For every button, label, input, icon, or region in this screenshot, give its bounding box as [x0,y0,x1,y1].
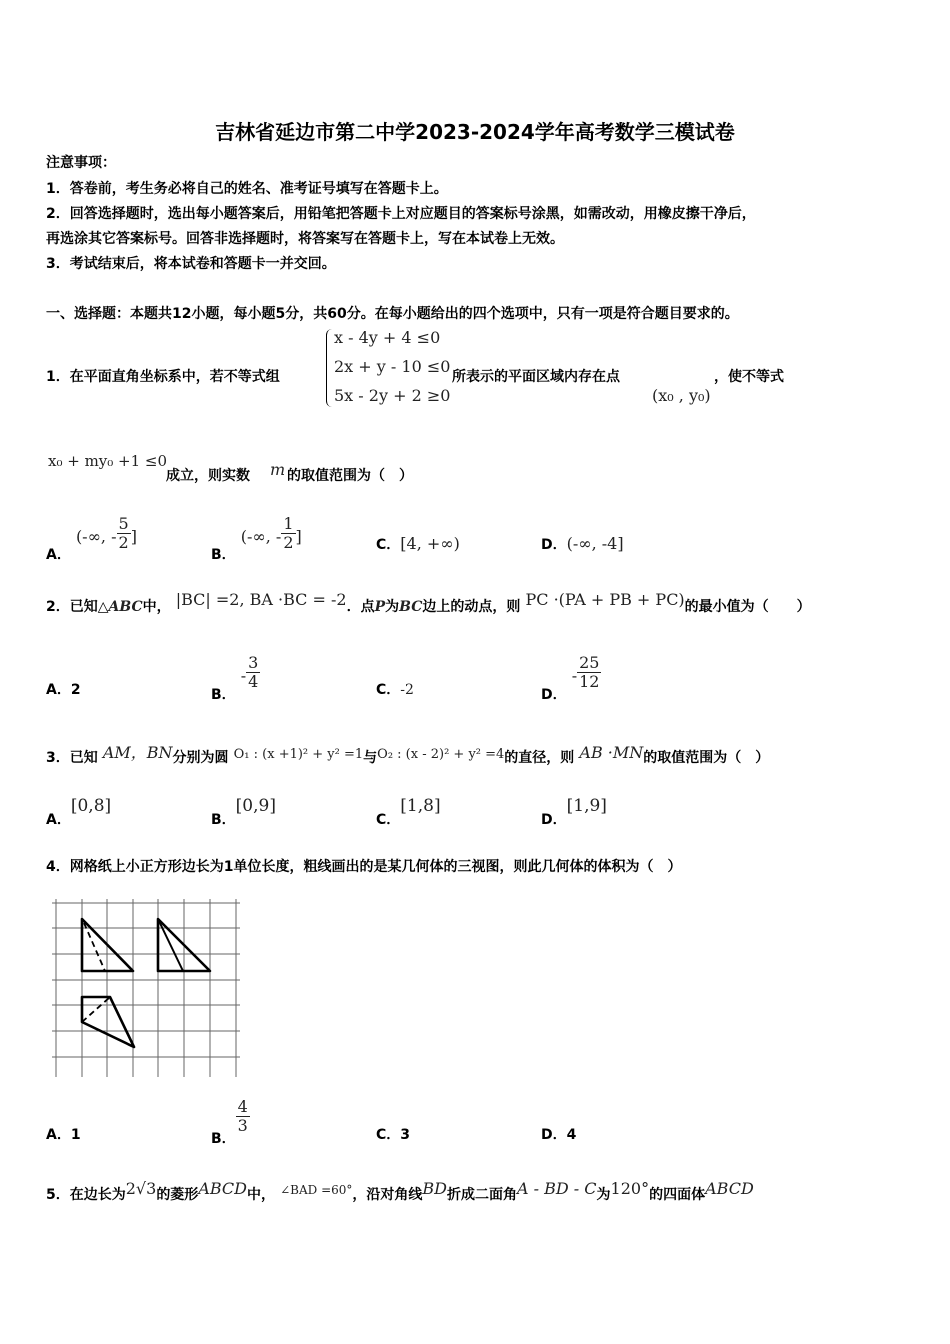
q1-stem-post: ，使不等式 [714,369,784,385]
q3-option-b[interactable]: B．[0,9] [211,796,276,828]
notice-item-2b: 再选涂其它答案标号。回答非选择题时，将答案写在答题卡上，写在本试卷上无效。 [46,231,564,247]
q1-ineq-3: 5x - 2y + 2 ≥0 [334,386,451,405]
q4-stem: 4．网格纸上小正方形边长为1单位长度，粗线画出的是某几何体的三视图，则此几何体的体积为（ ） [46,859,682,875]
notice-heading: 注意事项： [46,155,116,171]
q2-option-a[interactable]: A．2 [46,682,81,698]
q2-option-d[interactable]: D． - $\frac{25}{12}$ [541,653,600,703]
q1-option-b[interactable]: B． (-∞, - $\frac{1}{2}$ ] [211,514,302,563]
q1-ineq-1: x - 4y + 4 ≤0 [334,328,441,347]
q1-tail: 的取值范围为（ ） [287,468,413,484]
q1-stem-mid: 所表示的平面区域内存在点 [452,369,620,385]
page-title: 吉林省延边市第二中学2023-2024学年高考数学三模试卷 [215,120,735,144]
q4-option-c[interactable]: C．3 [376,1127,411,1143]
q4-option-a[interactable]: A．1 [46,1127,81,1143]
q3-option-c[interactable]: C．[1,8] [376,796,441,828]
q1-condition: x₀ + my₀ +1 ≤0 [48,452,168,470]
q4-option-d[interactable]: D．4 [541,1127,577,1143]
q3-stem: 3．已知 AM，BN分别为圆 $^{O_1 : (x +1)^2 + y^2 =1}$与$^{O_2 : (x - 2)^2 + y^2 =4}$的直径，则 AB ·MN的取值范围为（ ） [46,743,770,766]
q1-var: m [270,460,286,479]
q1-option-d[interactable]: D．(-∞, -4] [541,534,624,553]
q4-option-b[interactable]: B． $\frac{4}{3}$ [211,1097,248,1147]
q2-option-b[interactable]: B． - $\frac{3}{4}$ [211,653,259,703]
q1-stem-pre: 1．在平面直角坐标系中，若不等式组 [46,369,280,385]
q1-option-a[interactable]: A． (-∞, - $\frac{5}{2}$ ] [46,514,137,563]
notice-item-2a: 2．回答选择题时，选出每小题答案后，用铅笔把答题卡上对应题目的答案标号涂黑，如需改动，用橡皮擦干净后， [46,206,756,222]
q5-stem: 5．在边长为2√3的菱形ABCD中， $^{\angle BAD =60^\circ}$，沿对角线BD折成二面角A - BD - C为120°的四面体ABCD [46,1179,754,1203]
q1-ineq-2: 2x + y - 10 ≤0 [334,357,451,376]
q1-point: (x₀ , y₀) [652,386,711,405]
q1-brace [326,329,332,407]
q2-stem: 2．已知△ABC中， |BC| =2, BA ·BC = -2．点P为BC边上的动点，则 PC ·(PA + PB + PC)的最小值为（ ） [46,590,811,615]
grid-lines [52,899,240,1077]
section-heading: 一、选择题：本题共12小题，每小题5分，共60分。在每小题给出的四个选项中，只有一项是符合题目要求的。 [46,306,739,322]
q3-option-d[interactable]: D．[1,9] [541,796,607,828]
q1-cond-text: 成立，则实数 [166,468,250,484]
q3-option-a[interactable]: A．[0,8] [46,796,112,828]
q1-option-c[interactable]: C．[4, +∞) [376,534,460,553]
q2-option-c[interactable]: C．-2 [376,682,414,698]
three-view-figure [50,895,242,1079]
notice-item-3: 3．考试结束后，将本试卷和答题卡一并交回。 [46,256,336,272]
notice-item-1: 1．答卷前，考生务必将自己的姓名、准考证号填写在答题卡上。 [46,181,448,197]
